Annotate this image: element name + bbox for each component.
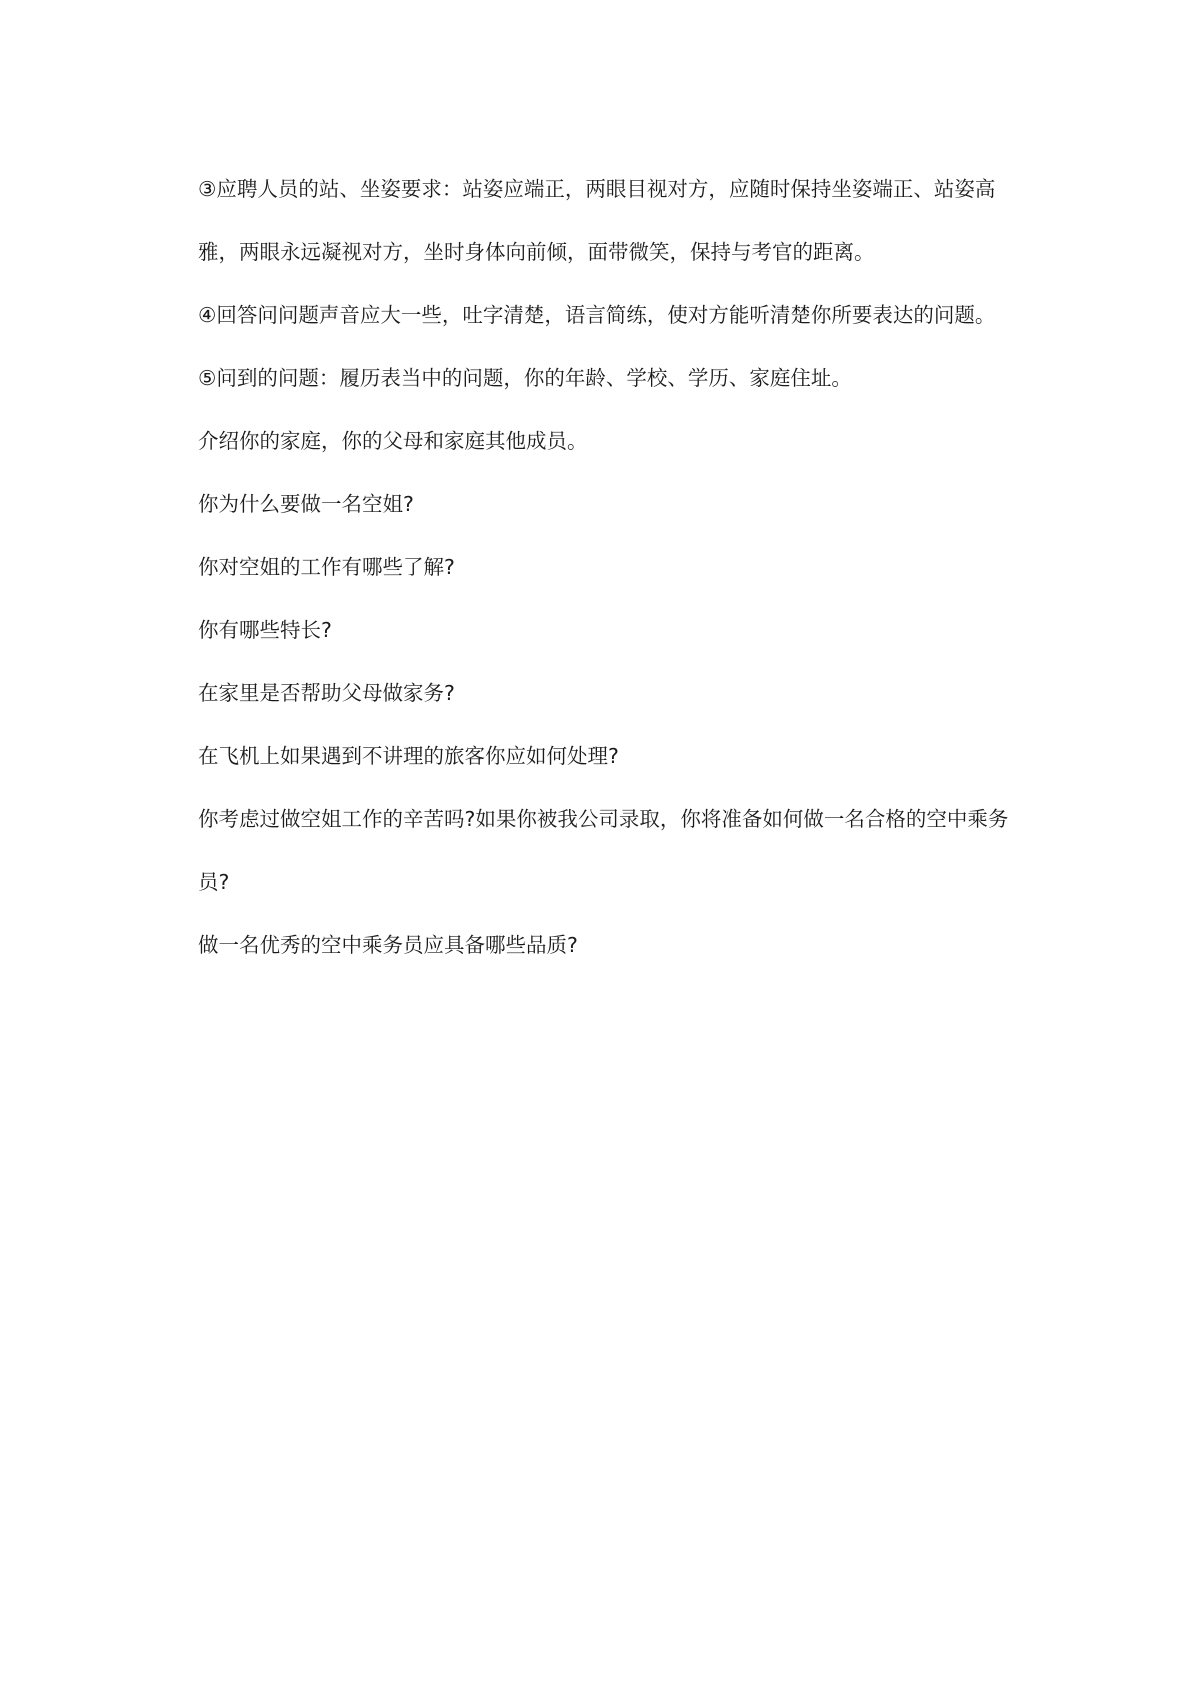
question-hardship: 你考虑过做空姐工作的辛苦吗?如果你被我公司录取，你将准备如何做一名合格的空中乘务员? bbox=[198, 807, 1009, 894]
question-family: 介绍你的家庭，你的父母和家庭其他成员。 bbox=[198, 429, 588, 453]
question-housework: 在家里是否帮助父母做家务? bbox=[198, 681, 455, 705]
question-job-understanding: 你对空姐的工作有哪些了解? bbox=[198, 555, 455, 579]
question-why-flight-attendant: 你为什么要做一名空姐? bbox=[198, 492, 414, 516]
document-body bbox=[198, 158, 1010, 977]
paragraph-questions: ⑤问到的问题：履历表当中的问题，你的年龄、学校、学历、家庭住址。 bbox=[198, 366, 852, 390]
question-unreasonable-passenger: 在飞机上如果遇到不讲理的旅客你应如何处理? bbox=[198, 744, 619, 768]
question-qualities: 做一名优秀的空中乘务员应具备哪些品质? bbox=[198, 933, 578, 957]
paragraph-posture: ③应聘人员的站、坐姿要求：站姿应端正，两眼目视对方，应随时保持坐姿端正、站姿高雅，两眼永远凝视对方，坐时身体向前倾，面带微笑，保持与考官的距离。 bbox=[198, 177, 996, 264]
question-strengths: 你有哪些特长? bbox=[198, 618, 332, 642]
paragraph-speaking: ④回答问问题声音应大一些，吐字清楚，语言简练，使对方能听清楚你所要表达的问题。 bbox=[198, 303, 996, 327]
